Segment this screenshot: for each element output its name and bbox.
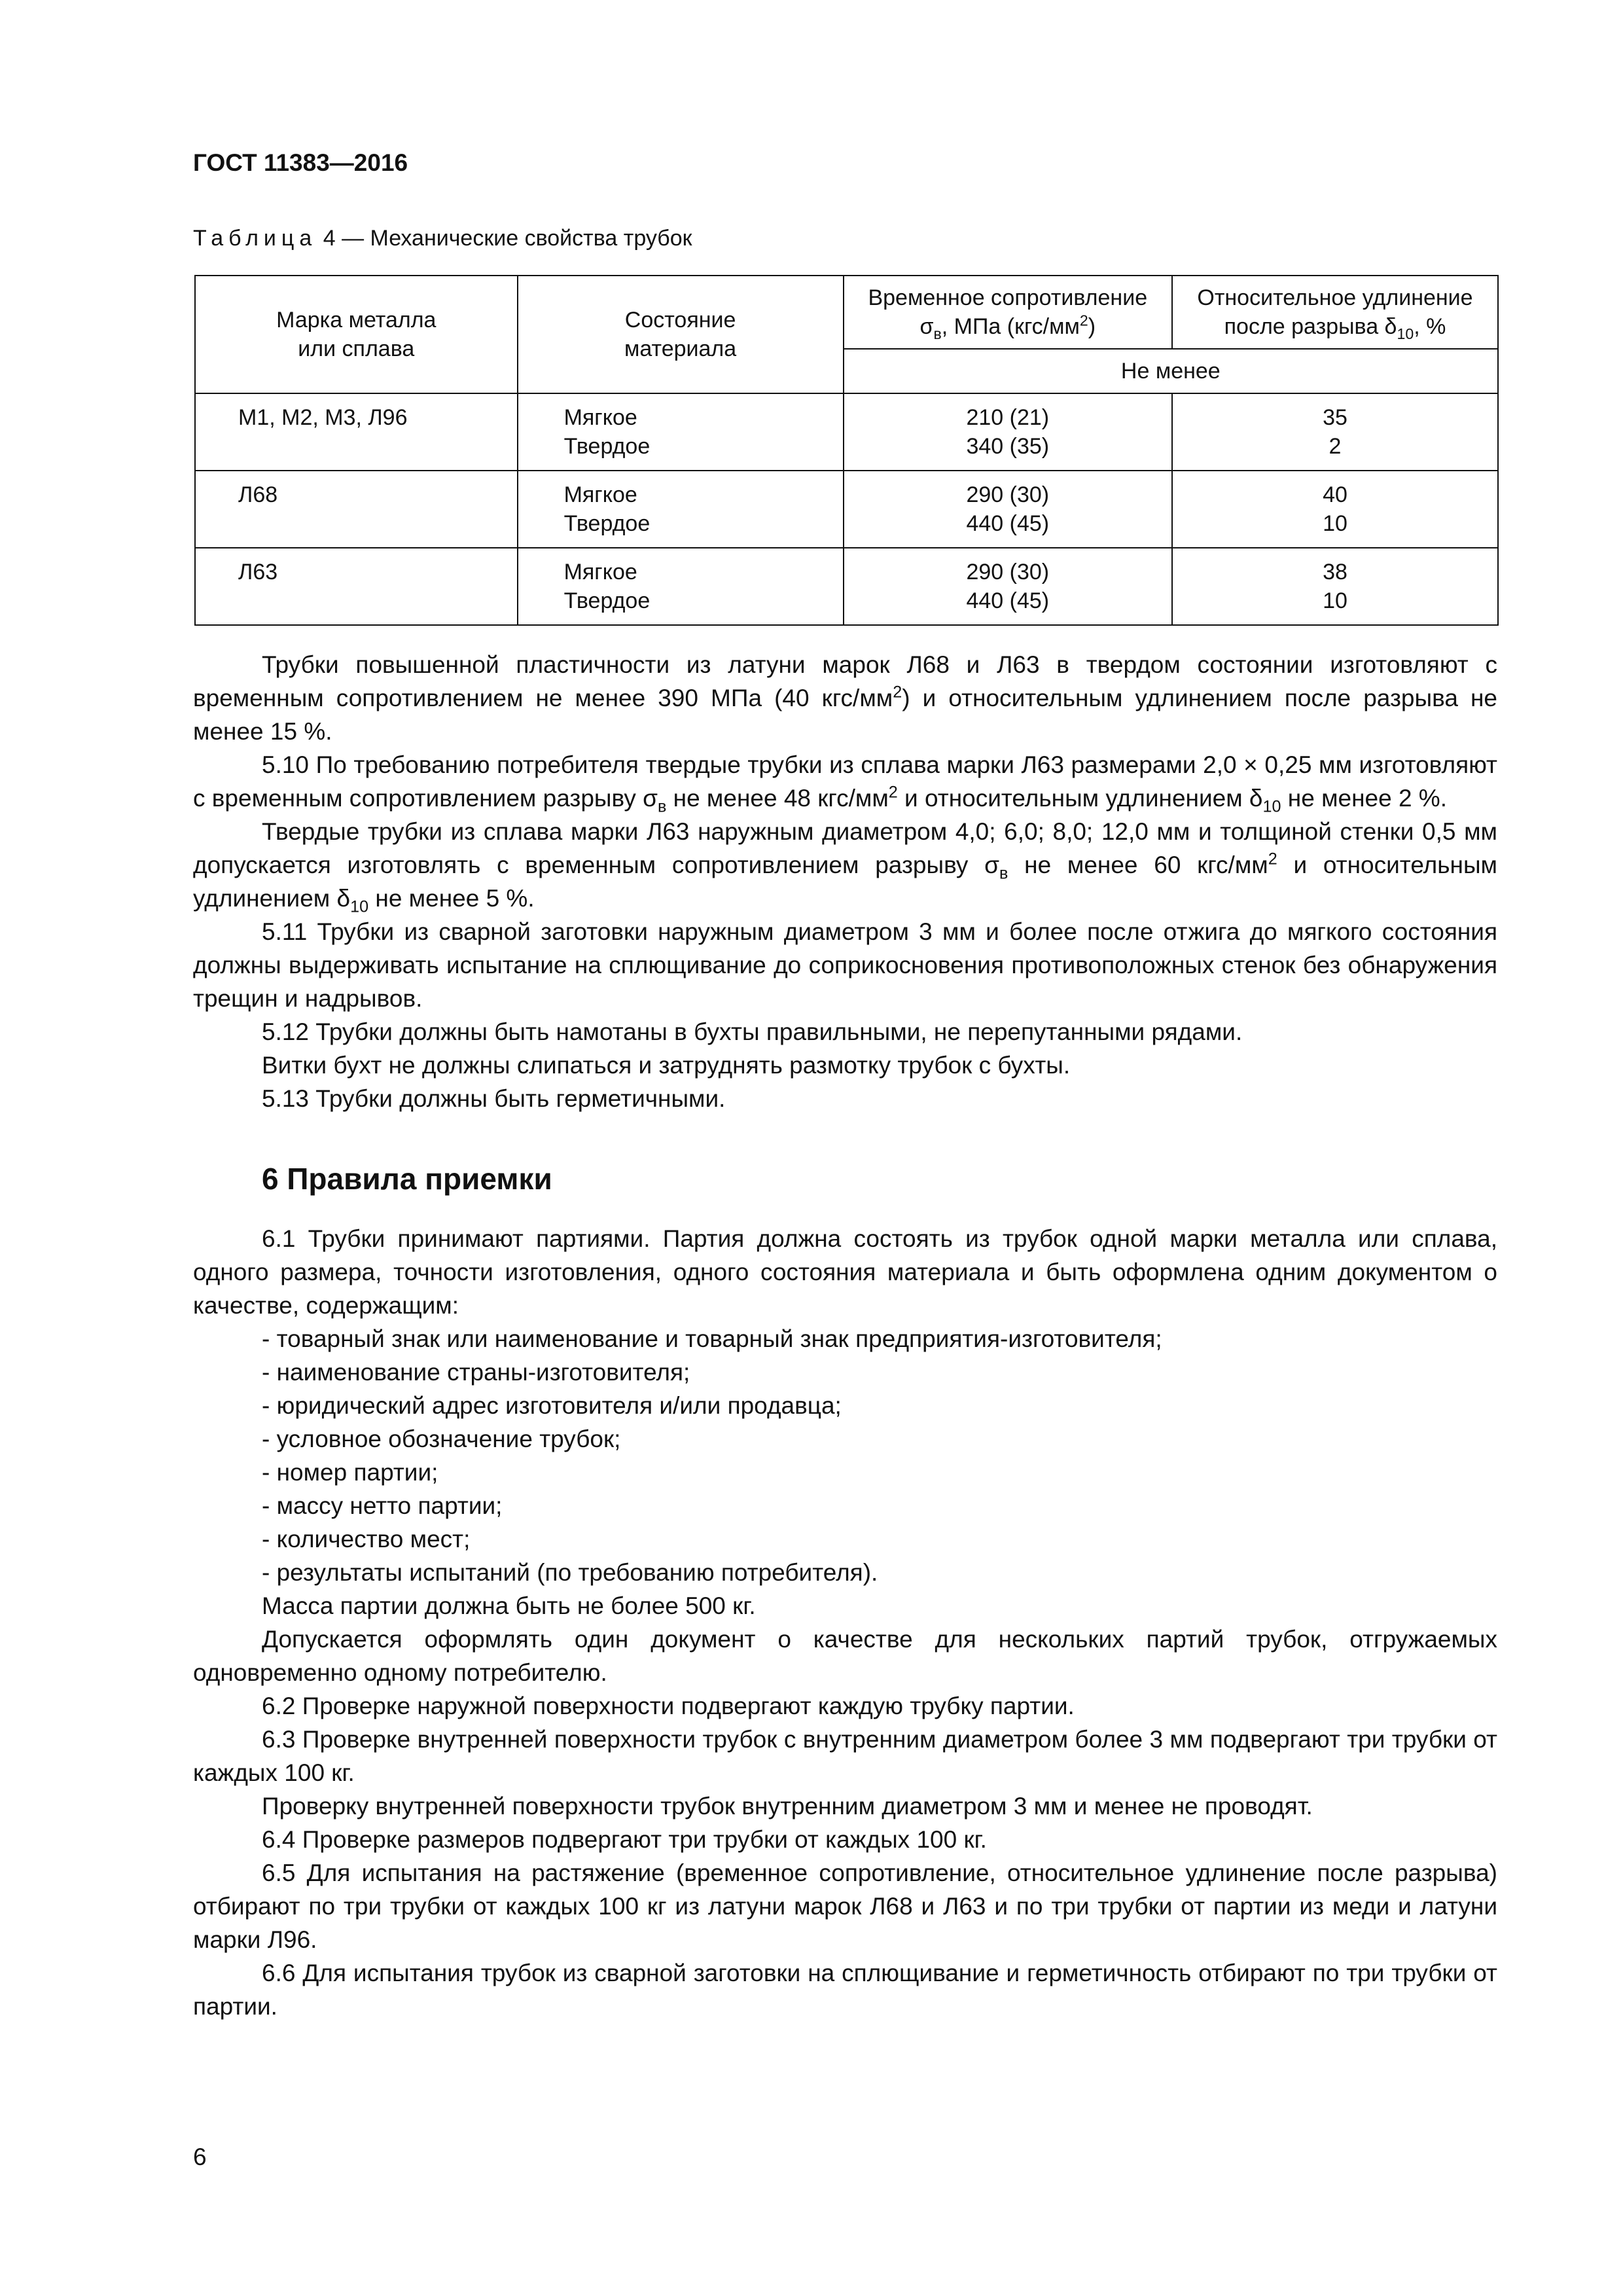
strength-hard: 440 (45) [966, 588, 1050, 613]
header-elongation-line2 [1179, 312, 1491, 341]
header-elongation-line1: Относительное удлинение [1197, 285, 1473, 310]
paragraph-5-13: 5.13 Трубки должны быть герметичными. [262, 1085, 726, 1112]
table-row [195, 471, 1498, 548]
list-item: - массу нетто партии; [262, 1492, 503, 1519]
mechanical-properties-table [194, 275, 1499, 626]
elongation-units: , % [1414, 314, 1446, 339]
text-run: не менее 60 кгс/мм [1008, 852, 1268, 878]
header-grade [195, 276, 518, 393]
header-state [518, 276, 844, 393]
text-run: и относительным удлинением δ [193, 852, 1497, 912]
text-run: ) и относительным удлинением после разрыва не менее 15 %. [193, 685, 1497, 745]
strength-soft: 290 (30) [966, 560, 1050, 584]
strength-hard: 440 (45) [966, 511, 1050, 536]
paragraph-6-4: 6.4 Проверке размеров подвергают три трубки от каждых 100 кг. [262, 1826, 987, 1853]
elongation-soft: 40 [1323, 482, 1347, 507]
units-superscript: 2 [1079, 312, 1088, 329]
state-hard: Твердое [563, 434, 651, 459]
paragraph-6-5: 6.5 Для испытания на растяжение (временное сопротивление, относительное удлинение после разрыва) отбирают по три трубки от каждых 100 кг из латуни марок Л68 и Л63 и по три трубки от партии из меди и латуни марки Л96. [193, 1859, 1497, 1953]
text-run: и относительным удлинением δ [897, 785, 1263, 812]
elongation-hard: 10 [1323, 588, 1347, 613]
table-caption [193, 226, 692, 251]
paragraph-batch-mass: Масса партии должна быть не более 500 кг. [262, 1592, 756, 1619]
header-min: Не менее [844, 349, 1498, 393]
paragraph-5-12: 5.12 Трубки должны быть намотаны в бухты правильными, не перепутанными рядами. [262, 1018, 1243, 1045]
state-soft: Мягкое [563, 405, 637, 430]
strength-units: , МПа (кгс/мм [941, 314, 1080, 339]
table-caption-title: 4 — Механические свойства трубок [317, 226, 692, 251]
paragraph-5-10 [193, 748, 1497, 815]
state-hard: Твердое [563, 588, 651, 613]
subscript: 10 [1262, 797, 1281, 816]
table-row [195, 393, 1498, 471]
text-run: не менее 5 %. [368, 885, 535, 912]
list-item: - товарный знак или наименование и товарный знак предприятия-изготовителя; [262, 1325, 1162, 1352]
paragraph-6-3: 6.3 Проверке внутренней поверхности трубок с внутренним диаметром более 3 мм подвергают три трубки от каждых 100 кг. [193, 1726, 1497, 1786]
state-soft: Мягкое [563, 482, 637, 507]
header-state-line2: материала [624, 336, 737, 361]
subscript: в [999, 864, 1008, 883]
header-state-line1: Состояние [624, 308, 736, 332]
paragraph-hard-tubes [193, 815, 1497, 915]
list-item: - результаты испытаний (по требованию потребителя). [262, 1559, 878, 1586]
row-elongation [1172, 393, 1498, 471]
table-header-row [195, 276, 1498, 349]
delta-subscript: 10 [1397, 325, 1414, 342]
row-grade: Л63 [195, 548, 518, 625]
strength-soft: 290 (30) [966, 482, 1050, 507]
list-item: - номер партии; [262, 1459, 438, 1486]
row-strength [844, 471, 1172, 548]
subscript: в [657, 797, 667, 816]
header-grade-line2: или сплава [298, 336, 415, 361]
paragraph-6-2: 6.2 Проверке наружной поверхности подвергают каждую трубку партии. [262, 1693, 1075, 1719]
strength-hard: 340 (35) [966, 434, 1050, 459]
paragraph-single-document: Допускается оформлять один документ о качестве для нескольких партий трубок, отгружаемых одновременно одному потребителю. [193, 1626, 1497, 1686]
table-row [195, 548, 1498, 625]
superscript: 2 [888, 783, 898, 802]
header-elongation [1172, 276, 1498, 349]
row-strength [844, 393, 1172, 471]
document-body [193, 648, 1497, 2023]
row-state [518, 548, 844, 625]
sigma-symbol: σ [919, 314, 934, 339]
row-grade: М1, М2, М3, Л96 [195, 393, 518, 471]
elongation-label: после разрыва δ [1224, 314, 1397, 339]
row-state [518, 393, 844, 471]
table-caption-word: Таблица [193, 226, 317, 251]
row-elongation [1172, 471, 1498, 548]
header-strength [844, 276, 1172, 349]
page-number: 6 [193, 2144, 207, 2170]
text-run: Твердые трубки из сплава марки Л63 наружным диаметром 4,0; 6,0; 8,0; 12,0 мм и толщиной стенки 0,5 мм допускается изготовлять с временным сопротивлением разрыву σ [193, 818, 1497, 878]
superscript: 2 [893, 683, 902, 702]
text-run: не менее 48 кгс/мм [666, 785, 889, 812]
text-run: 5.10 По требованию потребителя твердые трубки из сплава марки Л63 размерами 2,0 × 0,25 мм изготовляют с временным сопротивлением разрыву σ [193, 751, 1497, 812]
list-item: - условное обозначение трубок; [262, 1426, 621, 1452]
paragraph-6-1: 6.1 Трубки принимают партиями. Партия должна состоять из трубок одной марки металла или сплава, одного размера, точности изготовления, одного состояния материала и быть оформлена одним документом о качестве, содержащим: [193, 1225, 1497, 1319]
header-strength-line2 [851, 312, 1165, 341]
row-state [518, 471, 844, 548]
header-strength-line1: Временное сопротивление [868, 285, 1148, 310]
row-elongation [1172, 548, 1498, 625]
text-run: Трубки повышенной пластичности из латуни марок Л68 и Л63 в твердом состоянии изготовляют с временным сопротивлением не менее 390 МПа (40 кгс/мм [193, 651, 1497, 711]
elongation-soft: 38 [1323, 560, 1347, 584]
document-header: ГОСТ 11383—2016 [193, 149, 408, 176]
paragraph-plastic-tubes [193, 648, 1497, 748]
elongation-hard: 10 [1323, 511, 1347, 536]
state-soft: Мягкое [563, 560, 637, 584]
subscript: 10 [350, 897, 369, 916]
row-strength [844, 548, 1172, 625]
sigma-subscript: в [933, 325, 942, 342]
elongation-hard: 2 [1329, 434, 1342, 459]
superscript: 2 [1268, 850, 1277, 869]
list-item: - наименование страны-изготовителя; [262, 1359, 690, 1386]
paragraph-inner-check: Проверку внутренней поверхности трубок внутренним диаметром 3 мм и менее не проводят. [262, 1793, 1313, 1820]
strength-soft: 210 (21) [966, 405, 1050, 430]
paragraph-6-6: 6.6 Для испытания трубок из сварной заготовки на сплющивание и герметичность отбирают по три трубки от партии. [193, 1960, 1497, 2020]
paragraph-5-11: 5.11 Трубки из сварной заготовки наружным диаметром 3 мм и более после отжига до мягкого состояния должны выдерживать испытание на сплющивание до соприкосновения противоположных стенок без обнаружения трещин и надрывов. [193, 918, 1497, 1012]
state-hard: Твердое [563, 511, 651, 536]
units-close: ) [1088, 314, 1096, 339]
list-item: - юридический адрес изготовителя и/или продавца; [262, 1392, 842, 1419]
header-grade-line1: Марка металла [276, 308, 437, 332]
list-item: - количество мест; [262, 1526, 471, 1552]
text-run: не менее 2 %. [1281, 785, 1447, 812]
section-6-title: 6 Правила приемки [262, 1162, 552, 1196]
row-grade: Л68 [195, 471, 518, 548]
paragraph-coils: Витки бухт не должны слипаться и затруднять размотку трубок с бухты. [262, 1052, 1071, 1079]
elongation-soft: 35 [1323, 405, 1347, 430]
